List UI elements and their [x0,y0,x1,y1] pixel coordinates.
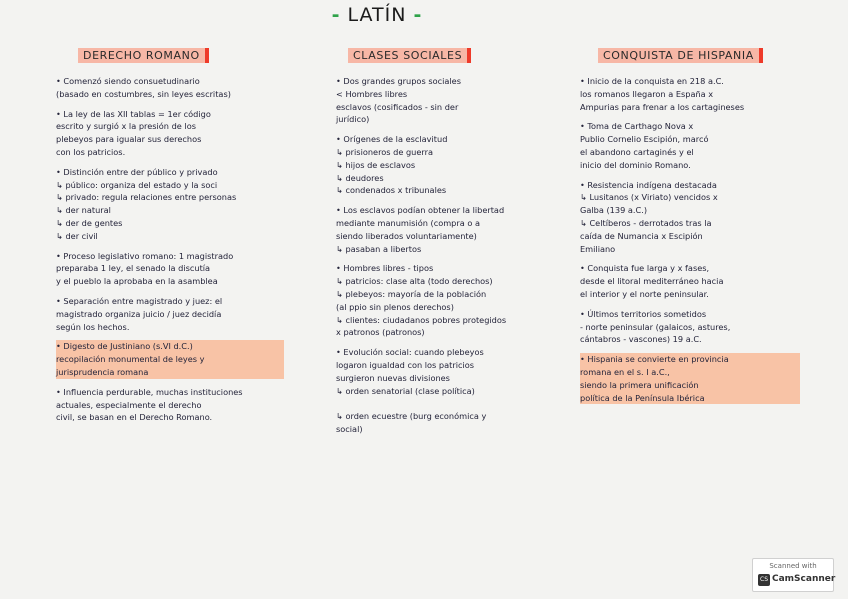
title-dash-left: - [331,4,341,26]
note-item: • Orígenes de la esclavitud ↳ prisioneros de guerra ↳ hijos de esclavos ↳ deudores ↳ condenados x tribunales [336,134,448,196]
column-heading: CONQUISTA DE HISPANIA [598,48,763,63]
page-title [322,4,432,26]
title-dash-right: - [413,4,423,26]
note-item: • Resistencia indígena destacada ↳ Lusitanos (x Viriato) vencidos x Galba (139 a.C.) ↳ Celtíberos - derrotados tras la caída de Numancia x Escipión Emiliano [580,179,718,254]
note-item: • La ley de las XII tablas = 1er código escrito y surgió x la presión de los plebeyos para igualar sus derechos con los patricios. [56,108,211,157]
watermark-caption: Scanned with [769,562,817,570]
note-item-highlighted: • Digesto de Justiniano (s.VI d.C.) recopilación monumental de leyes y jurisprudencia romana [56,340,284,378]
column-derecho-romano [56,44,284,431]
note-item-highlighted: • Hispania se convierte en provincia romana en el s. I a.C., siendo la primera unificación política de la Península Ibérica [580,353,800,404]
note-item: • Evolución social: cuando plebeyos logaron igualdad con los patricios surgieron nuevas divisiones ↳ orden senatorial (clase política) ↳ orden ecuestre (burg económica y social) [336,347,487,434]
note-item: • Conquista fue larga y x fases, desde el litoral mediterráneo hacia el interior y el norte peninsular. [580,263,724,299]
note-item: • Separación entre magistrado y juez: el magistrado organiza juicio / juez decidía según los hechos. [56,295,223,332]
column-conquista-hispania [580,44,800,411]
note-item: • Últimos territorios sometidos - norte peninsular (galaicos, astures, cántabros - vascones) 19 a.C. [580,308,731,345]
note-item: • Los esclavos podían obtener la libertad mediante manumisión (compra o a siendo liberados voluntariamente) ↳ pasaban a libertos [336,205,505,254]
title-text: LATÍN [347,4,407,26]
note-item: • Distinción entre der público y privado ↳ público: organiza del estado y la soci ↳ privado: regula relaciones entre personas ↳ der natural ↳ der de gentes ↳ der civil [56,166,237,241]
note-item: • Comenzó siendo consuetudinario (basado en costumbres, sin leyes escritas) [56,76,231,99]
note-item: • Inicio de la conquista en 218 a.C. los romanos llegaron a España x Ampurias para frenar a los cartagineses [580,76,745,112]
column-heading: DERECHO ROMANO [78,48,209,63]
column-heading: CLASES SOCIALES [348,48,471,63]
column-clases-sociales [336,44,558,443]
watermark-brand: CamScanner [772,574,836,584]
camscanner-logo-icon: CS [758,574,770,586]
scanner-watermark [752,558,834,592]
note-item: • Toma de Carthago Nova x Publio Cornelio Escipión, marcó el abandono cartaginés y el inicio del dominio Romano. [580,121,709,170]
note-item: • Influencia perdurable, muchas instituciones actuales, especialmente el derecho civil, se basan en el Derecho Romano. [56,386,243,423]
note-item: • Hombres libres - tipos ↳ patricios: clase alta (todo derechos) ↳ plebeyos: mayoría de la población (al ppio sin plenos derechos) ↳ clientes: ciudadanos pobres protegidos x patronos (patronos) [336,263,507,338]
note-item: • Proceso legislativo romano: 1 magistrado preparaba 1 ley, el senado la discutía y el pueblo la aprobaba en la asamblea [56,250,234,287]
note-item: • Dos grandes grupos sociales < Hombres libres esclavos (cosificados - sin der jurídico) [336,76,461,125]
